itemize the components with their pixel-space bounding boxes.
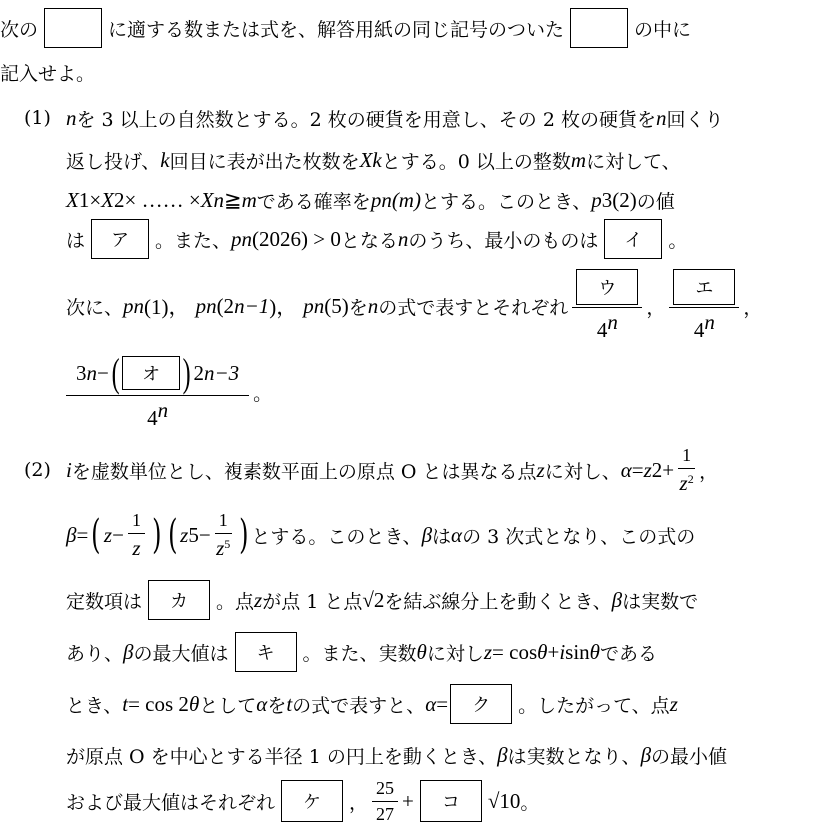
math-var: z — [643, 457, 652, 482]
intro-line-2 — [0, 52, 95, 92]
text: を結ぶ線分上を動くとき、 — [384, 590, 612, 613]
text: 。点 — [216, 590, 255, 613]
fraction-e — [669, 269, 739, 343]
math-var: z — [216, 535, 225, 560]
text: とする。このとき、 — [251, 525, 422, 548]
math-var: p — [231, 226, 242, 251]
text: に対し — [426, 642, 484, 665]
math-var: i — [66, 457, 72, 482]
text: ， — [743, 296, 763, 319]
text: 次に、 — [66, 296, 124, 319]
intro-text: 次の — [0, 18, 39, 41]
text: を虚数単位とし、複素数平面上の原点 O とは異なる点 — [71, 460, 537, 483]
q1-line-2 — [66, 140, 681, 180]
text: が点 1 と点 — [262, 590, 363, 613]
fraction-u — [572, 269, 642, 343]
math-var: m — [570, 147, 587, 172]
math-sub: 1 — [78, 187, 90, 212]
math-sup: 2 — [651, 457, 663, 482]
answer-box-ku: ク — [450, 684, 512, 724]
text: となる — [340, 229, 398, 252]
text: 回くり — [666, 108, 724, 131]
math-var: θ — [537, 639, 548, 664]
math-sub: n — [381, 187, 392, 212]
math-sqrt: √2 — [362, 587, 385, 612]
math-var: α — [620, 457, 632, 482]
text: の値 — [636, 190, 675, 213]
denominator: 4 — [596, 318, 608, 342]
math-var: z — [180, 522, 189, 547]
math-sup: n−3 — [204, 360, 240, 385]
math-op: = — [631, 457, 644, 482]
text: 。 — [253, 382, 273, 405]
text: を — [348, 296, 368, 319]
math-sup: 2 — [687, 471, 694, 486]
denominator: 27 — [376, 803, 395, 824]
intro-text: の中に — [634, 18, 692, 41]
math-var: α — [425, 691, 437, 716]
text: のうち、最小のものは — [408, 229, 599, 252]
math-expr: (2026) > 0 — [252, 226, 341, 251]
math-var: X — [101, 187, 114, 212]
math-sub: n — [241, 226, 253, 251]
fraction — [215, 510, 232, 561]
denominator: z — [132, 535, 141, 560]
math-var: m — [241, 187, 257, 212]
text: 。したがって、点 — [518, 694, 670, 717]
denominator: 4 — [147, 406, 158, 430]
text: とする。0 以上の整数 — [381, 150, 571, 173]
answer-box-i: イ — [604, 219, 662, 259]
text: の式で表すとそれぞれ — [378, 296, 569, 319]
math-var: p — [370, 187, 382, 212]
math-sub: n — [213, 187, 225, 212]
text: ， — [349, 791, 369, 814]
math-var: n — [367, 293, 379, 318]
q2-line-3 — [66, 580, 698, 620]
math-sub: n — [206, 293, 217, 318]
q2-line-7 — [66, 778, 539, 824]
math-arg: (5) — [324, 293, 349, 318]
q1-line-6 — [66, 350, 273, 430]
text: 。 — [668, 229, 688, 252]
math-op: + — [402, 788, 414, 813]
q2-line-1 — [66, 440, 718, 500]
math-sup: 5 — [224, 536, 231, 551]
math-var: p — [591, 187, 602, 212]
math-op: × — [89, 187, 102, 212]
math-expr: = cos — [492, 639, 538, 664]
math-var: X — [200, 187, 214, 212]
fraction — [678, 445, 695, 496]
q2-line-4 — [66, 632, 657, 672]
math-var: X — [359, 147, 373, 172]
math-sqrt: √10 — [487, 788, 521, 813]
math-arg: (2 — [216, 293, 235, 318]
math-var: p — [123, 293, 134, 318]
math-var: n — [397, 226, 409, 251]
q2-line-6 — [66, 735, 727, 775]
math-arg: (1)， — [144, 295, 190, 319]
math-var: θ — [188, 691, 200, 716]
math-var: α — [451, 522, 463, 547]
text: の最大値は — [133, 642, 229, 665]
math-var: θ — [589, 639, 600, 664]
text: あり、 — [66, 642, 124, 665]
text: とき、 — [66, 694, 123, 717]
math-var: β — [640, 742, 652, 767]
text: である — [600, 642, 658, 665]
math-expr: = cos 2 — [128, 691, 189, 716]
math-var: z — [669, 691, 678, 716]
math-sub: n — [133, 293, 145, 318]
text: に対して、 — [586, 150, 681, 173]
text: の最小値 — [651, 745, 728, 768]
fraction-o: 3 n − ( オ ) 2 n−3 4$^n$ — [66, 353, 249, 431]
math-var: β — [611, 587, 623, 612]
text: の 3 次式となり、この式の — [462, 525, 696, 548]
text: とする。このとき、 — [420, 190, 592, 213]
numerator: 1 — [215, 510, 232, 534]
math-var: t — [286, 691, 293, 716]
q1-line-5 — [66, 268, 762, 344]
answer-box-o: オ — [122, 356, 180, 390]
math-arg: )， — [269, 295, 298, 319]
math-var: t — [122, 691, 129, 716]
math-var: β — [497, 742, 508, 767]
math-var: k — [160, 147, 170, 172]
answer-box-u: ウ — [576, 269, 638, 305]
math-var: n — [655, 105, 667, 130]
text: に対し、 — [544, 460, 621, 483]
answer-box-ka: カ — [148, 580, 210, 620]
intro-text: 記入せよ。 — [0, 62, 96, 85]
math-op: × …… × — [124, 187, 201, 212]
math-var: z — [254, 587, 263, 612]
q2-line-2: β = ( z − $\frac{1}{z}$ ) ( z 5 − $\frac{1}{z^5}$ ) とする。このとき、 β は α の 3 次式となり、この式の — [66, 509, 696, 560]
question-1-label: (1) — [24, 107, 51, 129]
question-2-label: (2) — [24, 459, 51, 481]
intro-text: に適する数または式を、解答用紙の同じ記号のついた — [108, 18, 565, 41]
text: は — [66, 229, 86, 252]
q1-line-4 — [66, 219, 687, 259]
denominator-exp: n — [157, 398, 169, 422]
answer-box-ke: ケ — [281, 780, 343, 822]
text: は実数となり、 — [507, 745, 641, 768]
math-op: = — [76, 522, 89, 547]
math-sup: 5 — [188, 522, 199, 547]
math-var: β — [123, 639, 134, 664]
math-var: β — [66, 522, 77, 547]
text: は — [432, 525, 452, 548]
math-op: + — [662, 457, 675, 482]
answer-box-ki: キ — [235, 632, 297, 672]
blank-box-sample — [570, 8, 628, 48]
denominator: 4 — [693, 318, 705, 342]
text: 。 — [520, 791, 540, 814]
math-op: = — [436, 691, 449, 716]
math-sup: n — [86, 360, 97, 385]
math-arg: (2) — [612, 187, 637, 212]
math-num: 2 — [193, 360, 204, 385]
math-var: i — [559, 639, 566, 664]
math-op: + — [547, 639, 560, 664]
math-sub: n — [313, 293, 325, 318]
text: ， — [699, 460, 719, 483]
math-op: − — [198, 522, 211, 547]
q1-line-3 — [66, 180, 675, 220]
text: は実数で — [622, 590, 699, 613]
text: である確率を — [256, 190, 371, 213]
math-var: X — [66, 187, 79, 212]
text: を — [267, 694, 287, 717]
fraction — [128, 510, 145, 561]
numerator: 1 — [678, 445, 695, 469]
text: を 3 以上の自然数とする。2 枚の硬貨を用意し、その 2 枚の硬貨を — [76, 108, 656, 131]
math-op: − — [97, 360, 109, 385]
answer-box-a: ア — [91, 219, 149, 259]
fraction-25-27 — [372, 778, 398, 825]
math-var: z — [536, 457, 545, 482]
math-var: β — [421, 522, 433, 547]
text: 定数項は — [66, 590, 143, 613]
math-var: p — [195, 293, 207, 318]
answer-box-ko: コ — [420, 780, 482, 822]
denominator-exp: n — [704, 310, 715, 334]
math-var: z — [679, 470, 688, 495]
math-sub: 3 — [601, 187, 613, 212]
text: が原点 O を中心とする半径 1 の円上を動くとき、 — [66, 745, 498, 768]
math-var: z — [103, 522, 113, 547]
math-var: n — [66, 105, 77, 130]
math-num: 3 — [76, 360, 87, 385]
answer-box-e: エ — [673, 269, 735, 305]
text: 。また、 — [155, 229, 232, 252]
math-arg: (m) — [391, 187, 421, 212]
text: の式で表すと、 — [292, 694, 426, 717]
denominator-exp: n — [607, 310, 618, 334]
text: として — [199, 694, 257, 717]
math-op: ≧ — [224, 187, 242, 212]
math-sub: 2 — [114, 187, 125, 212]
math-var: θ — [416, 639, 427, 664]
numerator: 1 — [128, 510, 145, 534]
text: 。また、実数 — [302, 642, 417, 665]
numerator: 25 — [372, 778, 398, 802]
math-sub: k — [372, 147, 382, 172]
q1-line-1 — [66, 98, 723, 138]
intro-line-1 — [0, 8, 691, 48]
math-expr: sin — [565, 639, 590, 664]
text: ， — [646, 296, 666, 319]
math-var: α — [256, 691, 268, 716]
text: 返し投げ、 — [66, 150, 161, 173]
math-var: p — [303, 293, 314, 318]
math-sup: n−1 — [234, 293, 270, 318]
text: および最大値はそれぞれ — [66, 791, 276, 814]
math-var: z — [483, 639, 493, 664]
math-op: − — [112, 522, 124, 547]
q2-line-5 — [66, 684, 678, 724]
text: 回目に表が出た枚数を — [169, 150, 360, 173]
blank-box-sample — [44, 8, 102, 48]
